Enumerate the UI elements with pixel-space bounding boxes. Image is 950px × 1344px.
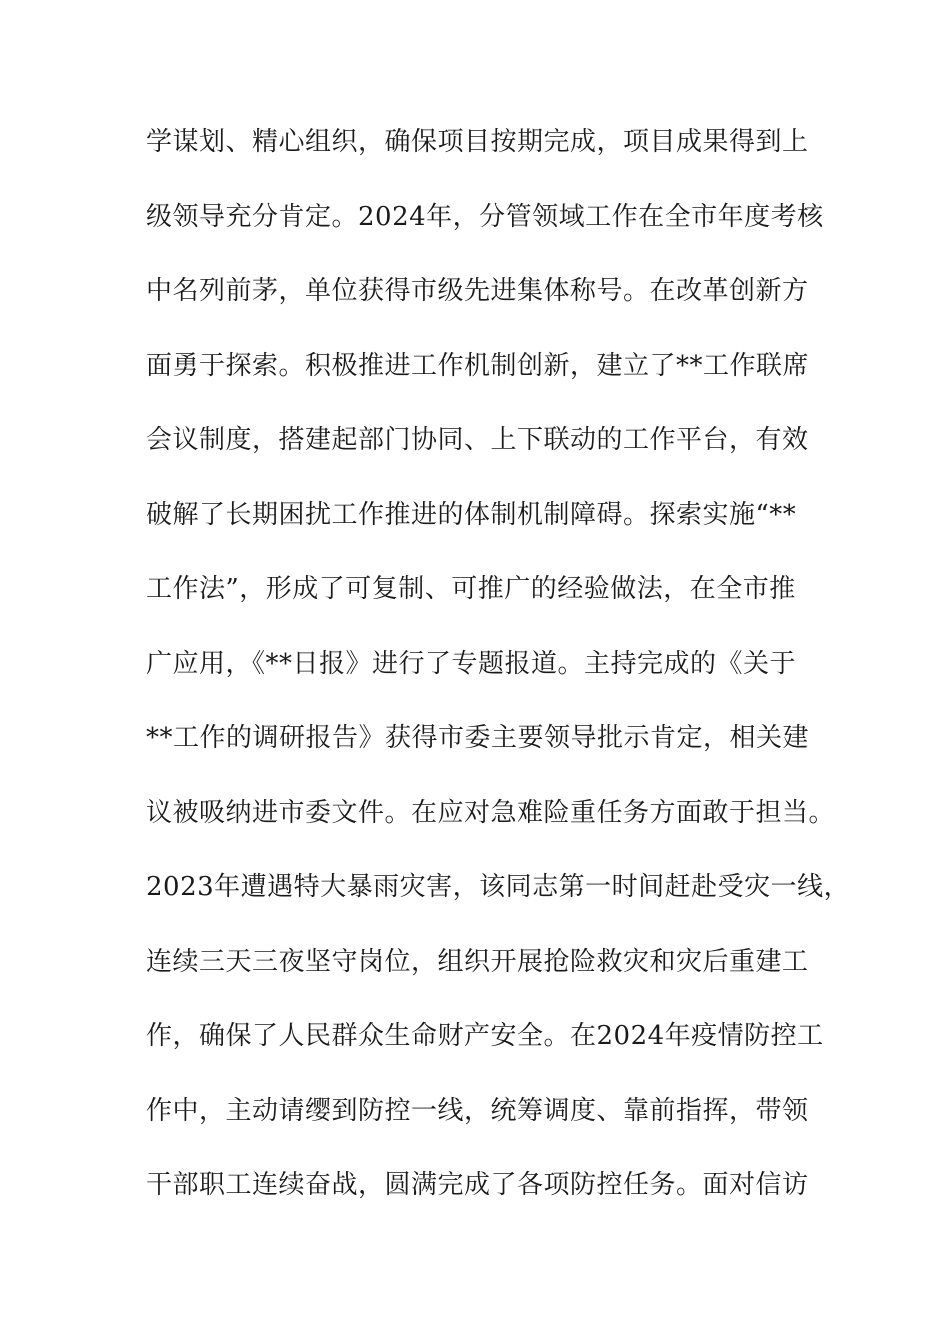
text-line-8: 广应用，《**日报》进行了专题报道。主持完成的《关于 [146,648,797,679]
text-line-7: 工作法”，形成了可复制、可推广的经验做法，在全市推 [146,574,796,604]
text-line-12: 连续三天三夜坚守岗位，组织开展抢险救灾和灾后重建工 [146,946,809,977]
text-line-1: 学谋划、精心组织，确保项目按期完成，项目成果得到上 [146,127,809,157]
text-line-10: 议被吸纳进市委文件。在应对急难险重任务方面敢于担当。 [146,797,836,828]
body-text [146,120,851,1238]
text-line-5: 会议制度，搭建起部门协同、上下联动的工作平台，有效 [146,425,809,455]
text-line-11: 2023年遭遇特大暴雨灾害，该同志第一时间赶赴受灾一线， [146,872,851,902]
text-line-6: 破解了长期困扰工作推进的体制机制障碍。探索实施“** [146,499,797,530]
text-line-15: 干部职工连续奋战，圆满完成了各项防控任务。面对信访 [146,1170,809,1200]
text-line-3: 中名列前茅，单位获得市级先进集体称号。在改革创新方 [146,276,809,306]
text-line-2: 级领导充分肯定。2024年，分管领域工作在全市年度考核 [146,201,824,232]
text-line-13: 作，确保了人民群众生命财产安全。在2024年疫情防控工 [146,1021,824,1051]
text-line-4: 面勇于探索。积极推进工作机制创新，建立了**工作联席 [146,350,810,381]
text-line-9: **工作的调研报告》获得市委主要领导批示肯定，相关建 [146,723,810,753]
text-line-14: 作中，主动请缨到防控一线，统筹调度、靠前指挥，带领 [146,1095,809,1126]
